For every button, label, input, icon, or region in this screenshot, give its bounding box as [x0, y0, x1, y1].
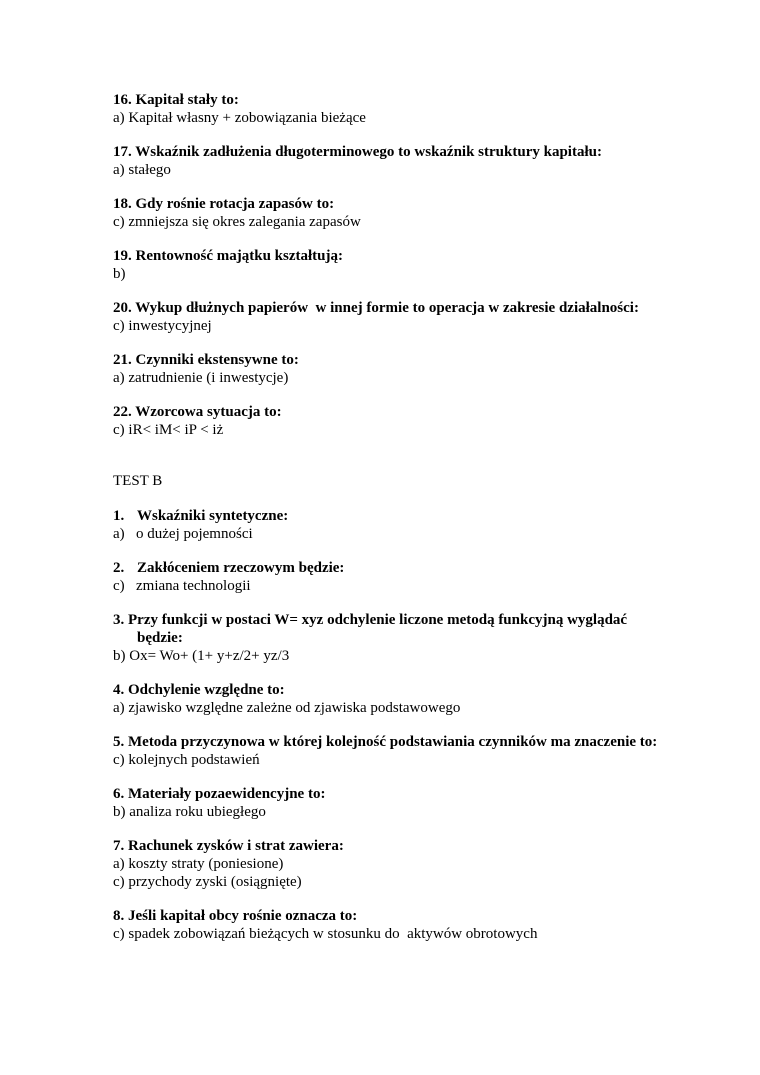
question-label: Wskaźniki syntetyczne: — [137, 508, 289, 524]
question-text: 22. Wzorcowa sytuacja to: — [113, 404, 282, 420]
question-text: 4. Odchylenie względne to: — [113, 682, 285, 698]
question-text: 20. Wykup dłużnych papierów w innej formie to operacja w zakresie działalności: — [113, 300, 639, 316]
answer-prefix: a) — [113, 526, 125, 542]
answer-text: c) spadek zobowiązań bieżących w stosunku do aktywów obrotowych — [113, 926, 538, 942]
question-b3 — [113, 611, 673, 665]
question-b7 — [113, 837, 673, 891]
question-b8 — [113, 907, 673, 943]
answer-text: a) stałego — [113, 162, 171, 178]
answer-text: c) iR< iM< iP < iż — [113, 422, 224, 438]
answer-label: zmiana technologii — [136, 578, 251, 594]
question-text: 16. Kapitał stały to: — [113, 92, 239, 108]
question-17 — [113, 143, 673, 179]
question-label: Zakłóceniem rzeczowym będzie: — [137, 560, 345, 576]
question-text: 7. Rachunek zysków i strat zawiera: — [113, 838, 344, 854]
question-22 — [113, 403, 673, 439]
question-16 — [113, 91, 673, 127]
answer-text: a) koszty straty (poniesione) — [113, 856, 284, 872]
question-text: 3. Przy funkcji w postaci W= xyz odchylenie liczone metodą funkcyjną wyglądać będzie: — [113, 612, 628, 646]
question-18 — [113, 195, 673, 231]
question-20 — [113, 299, 673, 335]
answer-text — [113, 577, 673, 595]
answer-text: a) Kapitał własny + zobowiązania bieżące — [113, 110, 366, 126]
answer-text: a) zjawisko względne zależne od zjawiska podstawowego — [113, 700, 461, 716]
document-body — [113, 91, 673, 959]
answer-text: c) kolejnych podstawień — [113, 752, 260, 768]
question-text: 17. Wskaźnik zadłużenia długoterminowego to wskaźnik struktury kapitału: — [113, 144, 602, 160]
question-number: 1. — [113, 508, 125, 524]
question-text: 18. Gdy rośnie rotacja zapasów to: — [113, 196, 335, 212]
section-title: TEST B — [113, 473, 163, 489]
question-text — [113, 559, 673, 577]
answer-text: c) zmniejsza się okres zalegania zapasów — [113, 214, 361, 230]
question-19 — [113, 247, 673, 283]
answer-text — [113, 525, 673, 543]
question-text: 19. Rentowność majątku kształtują: — [113, 248, 343, 264]
answer-prefix: c) — [113, 578, 125, 594]
question-b2 — [113, 559, 673, 595]
question-b1 — [113, 507, 673, 543]
question-text — [113, 507, 673, 525]
question-b4 — [113, 681, 673, 717]
answer-text: c) przychody zyski (osiągnięte) — [113, 874, 302, 890]
answer-text: b) Ox= Wo+ (1+ y+z/2+ yz/3 — [113, 648, 290, 664]
question-b5 — [113, 733, 673, 769]
answer-text: c) inwestycyjnej — [113, 318, 212, 334]
question-number: 2. — [113, 560, 125, 576]
question-b6 — [113, 785, 673, 821]
question-text: 8. Jeśli kapitał obcy rośnie oznacza to: — [113, 908, 358, 924]
question-text: 5. Metoda przyczynowa w której kolejność podstawiania czynników ma znaczenie to: — [113, 734, 658, 750]
answer-text: b) analiza roku ubiegłego — [113, 804, 266, 820]
answer-text: b) — [113, 266, 126, 282]
question-text: 6. Materiały pozaewidencyjne to: — [113, 786, 326, 802]
question-text: 21. Czynniki ekstensywne to: — [113, 352, 299, 368]
answer-label: o dużej pojemności — [136, 526, 253, 542]
question-21 — [113, 351, 673, 387]
answer-text: a) zatrudnienie (i inwestycje) — [113, 370, 289, 386]
